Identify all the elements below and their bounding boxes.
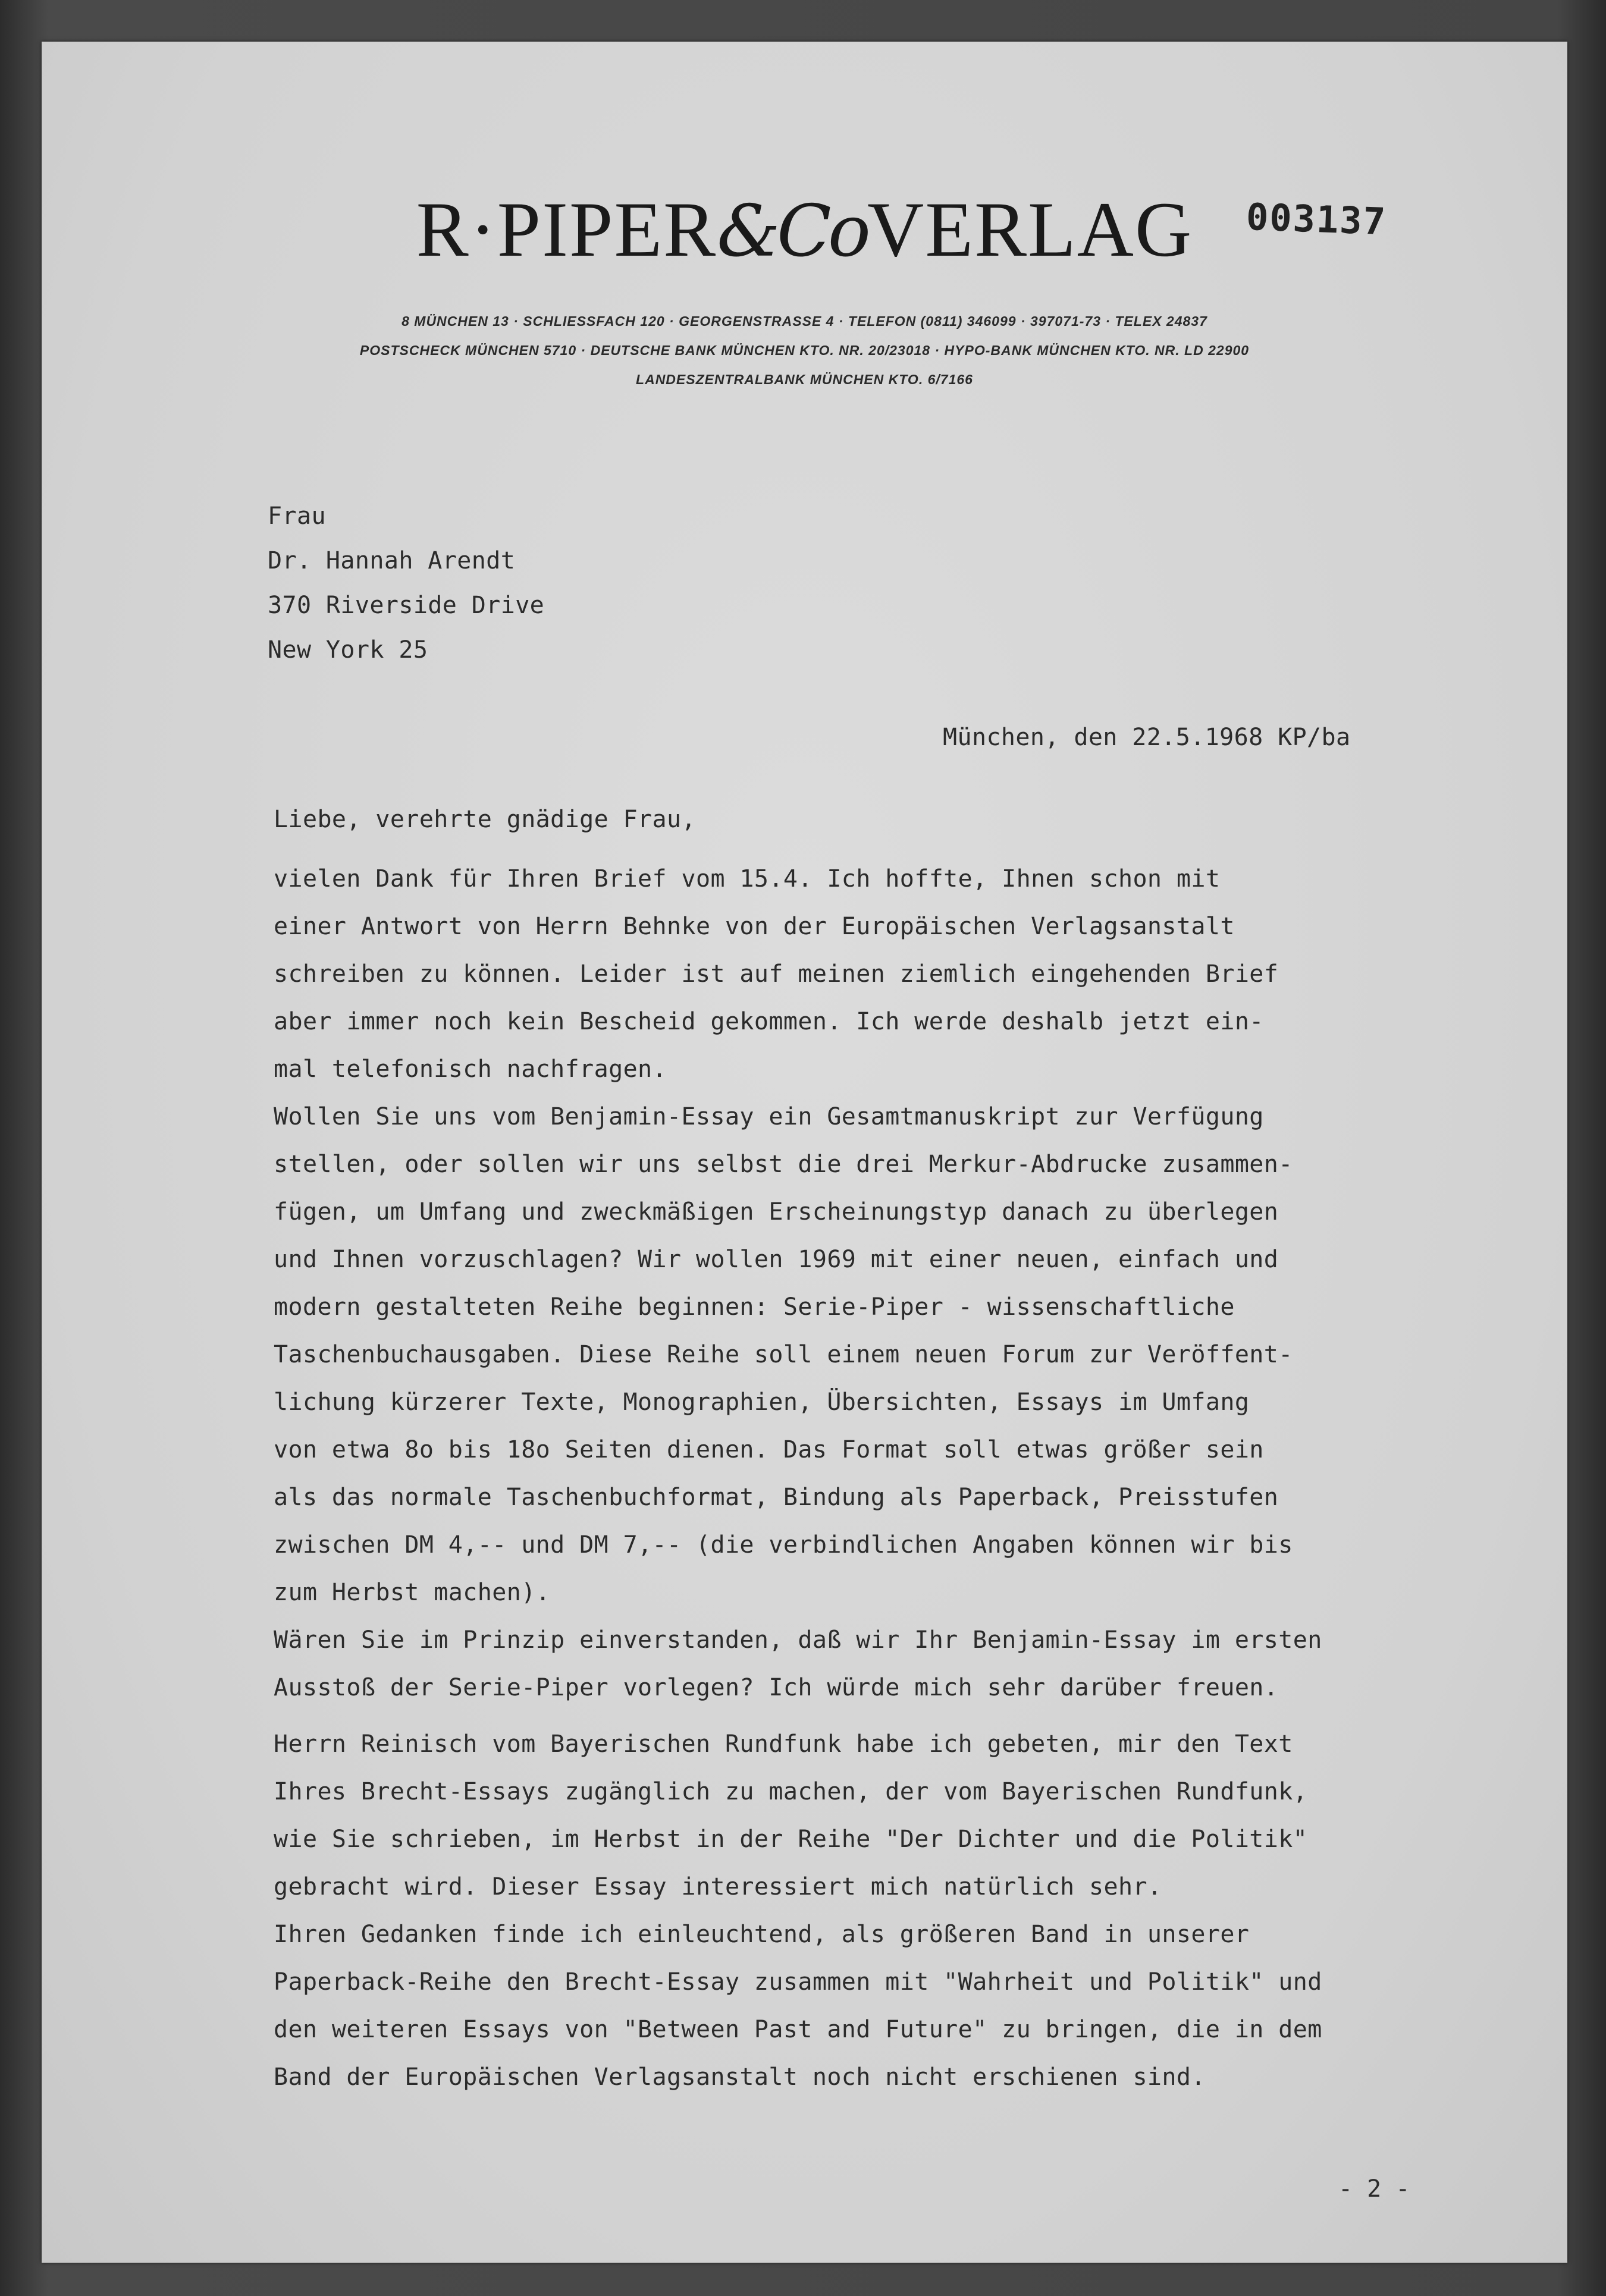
body-line: Herrn Reinisch vom Bayerischen Rundfunk habe ich gebeten, mir den Text bbox=[274, 1730, 1293, 1758]
body-line: einer Antwort von Herrn Behnke von der Europäischen Verlagsanstalt bbox=[274, 913, 1235, 940]
recipient-title: Frau bbox=[268, 502, 326, 530]
body-line: zwischen DM 4,-- und DM 7,-- (die verbindlichen Angaben können wir bis bbox=[274, 1531, 1293, 1559]
body-line: fügen, um Umfang und zweckmäßigen Erscheinungstyp danach zu überlegen bbox=[274, 1198, 1279, 1226]
body-line: schreiben zu können. Leider ist auf meinen ziemlich eingehenden Brief bbox=[274, 960, 1279, 988]
greeting: Liebe, verehrte gnädige Frau, bbox=[274, 806, 696, 833]
body-line: und Ihnen vorzuschlagen? Wir wollen 1969 mit einer neuen, einfach und bbox=[274, 1246, 1279, 1273]
body-line: Wollen Sie uns vom Benjamin-Essay ein Gesamtmanuskript zur Verfügung bbox=[274, 1103, 1264, 1130]
recipient-street: 370 Riverside Drive bbox=[268, 592, 545, 619]
document-number-stamp: 003137 bbox=[1245, 194, 1388, 244]
body-line: Paperback-Reihe den Brecht-Essay zusammen mit "Wahrheit und Politik" und bbox=[274, 1968, 1322, 1996]
logo-text-piper: R·PIPER bbox=[416, 186, 717, 273]
body-line: zum Herbst machen). bbox=[274, 1579, 551, 1606]
letter-page bbox=[42, 42, 1567, 2263]
body-line: stellen, oder sollen wir uns selbst die drei Merkur-Abdrucke zusammen- bbox=[274, 1151, 1293, 1178]
letterhead-address-line: 8 MÜNCHEN 13 · SCHLIESSFACH 120 · GEORGENSTRASSE 4 · TELEFON (0811) 346099 · 397071-73 · TELEX 24837 bbox=[402, 313, 1207, 329]
body-line: modern gestalteten Reihe beginnen: Serie-Piper - wissenschaftliche bbox=[274, 1293, 1235, 1321]
recipient-name: Dr. Hannah Arendt bbox=[268, 547, 516, 574]
body-line: gebracht wird. Dieser Essay interessiert mich natürlich sehr. bbox=[274, 1873, 1162, 1901]
logo-ampersand: &Co bbox=[717, 190, 868, 273]
page-continuation-marker: - 2 - bbox=[1338, 2175, 1410, 2203]
body-line: Wären Sie im Prinzip einverstanden, daß wir Ihr Benjamin-Essay im ersten bbox=[274, 1626, 1322, 1654]
body-line: Band der Europäischen Verlagsanstalt noch nicht erschienen sind. bbox=[274, 2063, 1206, 2091]
letterhead-bank-line: POSTSCHECK MÜNCHEN 5710 · DEUTSCHE BANK MÜNCHEN KTO. NR. 20/23018 · HYPO-BANK MÜNCHEN KTO. NR. LD 22900 bbox=[359, 343, 1250, 358]
body-line: Ihren Gedanken finde ich einleuchtend, als größeren Band in unserer bbox=[274, 1921, 1250, 1948]
body-line: vielen Dank für Ihren Brief vom 15.4. Ich hoffte, Ihnen schon mit bbox=[274, 865, 1221, 893]
body-line: Ihres Brecht-Essays zugänglich zu machen, der vom Bayerischen Rundfunk, bbox=[274, 1778, 1308, 1805]
body-line: aber immer noch kein Bescheid gekommen. Ich werde deshalb jetzt ein- bbox=[274, 1008, 1264, 1035]
body-line: den weiteren Essays von "Between Past and Future" zu bringen, die in dem bbox=[274, 2016, 1322, 2043]
body-line: von etwa 8o bis 18o Seiten dienen. Das Format soll etwas größer sein bbox=[274, 1436, 1264, 1463]
recipient-city: New York 25 bbox=[268, 636, 428, 664]
logo-text-verlag: VERLAG bbox=[867, 186, 1193, 273]
body-line: Taschenbuchausgaben. Diese Reihe soll einem neuen Forum zur Veröffent- bbox=[274, 1341, 1293, 1368]
letterhead-landesbank-line: LANDESZENTRALBANK MÜNCHEN KTO. 6/7166 bbox=[636, 372, 973, 387]
body-line: lichung kürzerer Texte, Monographien, Übersichten, Essays im Umfang bbox=[274, 1389, 1250, 1416]
date-line: München, den 22.5.1968 KP/ba bbox=[943, 724, 1351, 751]
body-line: als das normale Taschenbuchformat, Bindung als Paperback, Preisstufen bbox=[274, 1484, 1279, 1511]
publisher-logo bbox=[416, 186, 1193, 273]
body-line: wie Sie schrieben, im Herbst in der Reihe "Der Dichter und die Politik" bbox=[274, 1826, 1308, 1853]
body-line: Ausstoß der Serie-Piper vorlegen? Ich würde mich sehr darüber freuen. bbox=[274, 1674, 1279, 1701]
body-line: mal telefonisch nachfragen. bbox=[274, 1056, 667, 1083]
